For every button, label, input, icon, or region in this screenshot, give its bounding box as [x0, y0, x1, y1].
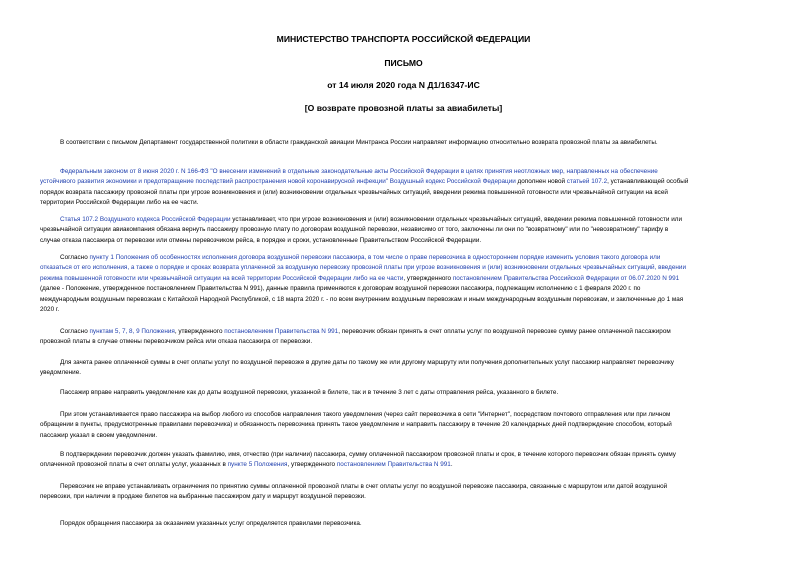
paragraph-line — [40, 177, 770, 187]
paragraph-text: Для зачета ранее оплаченной суммы в счет оплаты услуг по воздушной перевозке в другие даты по такому же или другому маршруту или получения дополнительных услуг пассажир направляет перевозчику — [60, 359, 674, 366]
document-link[interactable]: постановлением Правительства N 991 — [336, 461, 451, 469]
paragraph-text: , утвержденного — [174, 328, 225, 335]
paragraph-line — [40, 295, 770, 305]
document-link[interactable]: Воздушный кодекс Российской Федерации — [389, 178, 516, 186]
paragraph-text: , устанавливающей особый — [607, 178, 689, 186]
ministry-heading: МИНИСТЕРСТВО ТРАНСПОРТА РОССИЙСКОЙ ФЕДЕРАЦИИ — [276, 34, 531, 44]
paragraph — [40, 388, 770, 398]
document-link[interactable]: пункту 1 Положения об особенностях исполнения договора воздушной перевозки пассажира, в том числе о праве перевозчика в одностороннем порядке изменить условия такого договора или — [89, 254, 661, 261]
paragraph-line — [40, 215, 770, 225]
paragraph-line — [40, 368, 770, 378]
paragraph-line — [40, 284, 770, 294]
paragraph — [40, 215, 770, 246]
paragraph-line — [40, 274, 770, 284]
paragraph-line — [40, 420, 770, 430]
paragraph-line — [40, 198, 770, 208]
paragraph — [40, 519, 770, 529]
paragraph-text: Пассажир вправе направить уведомление как до даты воздушной перевозки, указанной в билете, так и в течение 3 лет с даты отправления рейса, указанного в билете. — [60, 389, 559, 396]
paragraph-text: уведомление. — [40, 369, 82, 377]
paragraph — [40, 138, 770, 148]
paragraph-text: В соответствии с письмом Департамент государственной политики в области гражданской авиации Минтранса России направляет информацию относительно возврата провозной платы за авиабилеты. — [60, 139, 658, 146]
document-link[interactable]: пункте 5 Положения — [227, 461, 288, 469]
paragraph-text: чрезвычайной ситуации авиакомпания обязана вернуть пассажиру провозную плату по договорам воздушной перевозки, независимо от того, заключены ли они по "возвратному" или по "невозвратному" тарифу в — [40, 226, 669, 234]
paragraph-line — [40, 460, 770, 470]
paragraph-text: дополнен новой — [515, 178, 567, 186]
paragraph — [40, 253, 770, 315]
paragraph-text: Согласно — [60, 254, 90, 261]
paragraph-line — [40, 225, 770, 235]
paragraph-text: случае отказа пассажира от перевозки или отмены перевозчиком рейса, в порядке и сроки, установленные Правительством Российской Федерации. — [40, 236, 482, 244]
paragraph-line — [40, 263, 770, 273]
paragraph-text: перевозки, при наличии в продаже билетов на выбранные пассажиром дату и маршрут воздушной перевозки. — [40, 493, 366, 501]
document-link[interactable]: статьей 107.2 — [566, 178, 608, 186]
paragraph-text: , перевозчик обязан принять в счет оплаты услуг по воздушной перевозке сумму ранее оплаченной пассажиром — [338, 328, 671, 335]
paragraph-line — [40, 519, 770, 529]
paragraph-line — [40, 358, 770, 368]
paragraph-line — [40, 236, 770, 246]
paragraph-text: . — [450, 461, 453, 469]
paragraph-text: , утвержденного — [403, 274, 453, 282]
doc-type-heading: ПИСЬМО — [384, 58, 423, 68]
paragraph-text: территории Российской Федерации либо на ее части. — [40, 199, 199, 207]
paragraph-line — [40, 138, 770, 148]
document-link[interactable]: Федеральным законом от 8 июня 2020 г. N 166-ФЗ "О внесении изменений в отдельные законодательные акты Российской Федерации в целях принятия неотложных мер, направленных на обеспечение — [60, 168, 658, 175]
paragraph-line — [40, 188, 770, 198]
paragraph-line — [40, 388, 770, 398]
paragraph — [40, 450, 770, 471]
paragraph-text: международным воздушным перевозкам с Китайской Народной Республикой, с 18 марта 2020 г. - по всем внутренним воздушным перевозкам и иным международным воздушным перевозкам, и заключенные до 1 мая — [40, 295, 684, 303]
paragraph — [40, 482, 770, 503]
paragraph-text: Согласно — [60, 328, 90, 335]
paragraph-line — [40, 305, 770, 315]
paragraph-line — [40, 450, 770, 460]
paragraph-line — [40, 410, 770, 420]
paragraph-line — [40, 253, 770, 263]
paragraph-text: порядок возврата пассажиру провозной платы при угрозе возникновения и (или) возникновении отдельных чрезвычайных ситуаций, введении режима повышенной готовности или чрезвычайной ситуации на всей — [40, 188, 668, 196]
paragraph-text: пассажир указал в своем уведомлении. — [40, 431, 158, 439]
paragraph-text: , утвержденного — [287, 461, 337, 469]
paragraph-line — [40, 431, 770, 441]
paragraph-text: обращении в пункты, предусмотренные правилами перевозчика) и обязанность перевозчика принять такое уведомление и направить пассажиру в течение 20 календарных дней подтверждение способом, который — [40, 421, 672, 429]
paragraph-line — [40, 337, 770, 347]
paragraph-text: Порядок обращения пассажира за оказанием указанных услуг определяется правилами перевозчика. — [60, 520, 362, 527]
paragraph-text: В подтверждении перевозчик должен указать фамилию, имя, отчество (при наличии) пассажира, сумму оплаченной пассажиром провозной платы и срок, в течение которого перевозчик обязан принять сумму — [60, 451, 676, 458]
document-link[interactable]: постановлением Правительства N 991 — [224, 328, 339, 335]
document-link[interactable]: пунктам 5, 7, 8, 9 Положения — [89, 328, 175, 335]
subject-heading: [О возврате провозной платы за авиабилеты] — [304, 103, 503, 113]
document-link[interactable]: Статья 107.2 Воздушного кодекса Российской Федерации — [60, 216, 231, 223]
paragraph-text: Перевозчик не вправе устанавливать ограничения по принятию суммы оплаченной провозной платы в счет оплаты услуг по воздушной перевозке пассажира, связанные с маршрутом или датой воздушной — [60, 483, 668, 490]
paragraph — [40, 167, 770, 209]
paragraph — [40, 327, 770, 348]
paragraph-text: провозной платы в случае отмены перевозчиком рейса или отказа пассажира от перевозки. — [40, 338, 313, 346]
document-link[interactable]: отказаться от его исполнения, а также о порядке и сроках возврата уплаченной за воздушную перевозку провозной платы при угрозе возникновения и (или) возникновении отдельных чрезвычайных ситуаций, введении — [40, 264, 686, 272]
paragraph-line — [40, 327, 770, 337]
document-link[interactable]: постановлением Правительства Российской Федерации от 06.07.2020 N 991 — [452, 274, 680, 282]
paragraph — [40, 410, 770, 441]
paragraph-text: При этом устанавливается право пассажира на выбор любого из способов направления такого уведомления (через сайт перевозчика в сети "Интернет", посредством почтового отправления или при личном — [60, 411, 671, 418]
paragraph-line — [40, 492, 770, 502]
paragraph-text: 2020 г. — [40, 306, 60, 314]
document-link[interactable]: режима повышенной готовности или чрезвычайной ситуации на всей территории Российской Федерации либо на ее части — [40, 274, 404, 282]
paragraph — [40, 358, 770, 379]
paragraph-line — [40, 167, 770, 177]
paragraph-text: (далее - Положение, утвержденное постановлением Правительства N 991), данные правила применяются к договорам воздушной перевозки пассажира, подлежащим исполнению с 1 февраля 2020 г. по — [40, 285, 641, 293]
date-number-heading: от 14 июля 2020 года N Д1/16347-ИС — [327, 80, 480, 90]
paragraph-line — [40, 482, 770, 492]
paragraph-text: оплаченной провозной платы в счет оплаты услуг, указанных в — [40, 461, 228, 469]
paragraph-text: устанавливает, что при угрозе возникновения и (или) возникновении отдельных чрезвычайных ситуаций, введении режима повышенной готовности или — [230, 216, 682, 223]
document-link[interactable]: устойчивого развития экономики и предотвращение последствий распространения новой коронавирусной инфекции" — [40, 178, 388, 186]
